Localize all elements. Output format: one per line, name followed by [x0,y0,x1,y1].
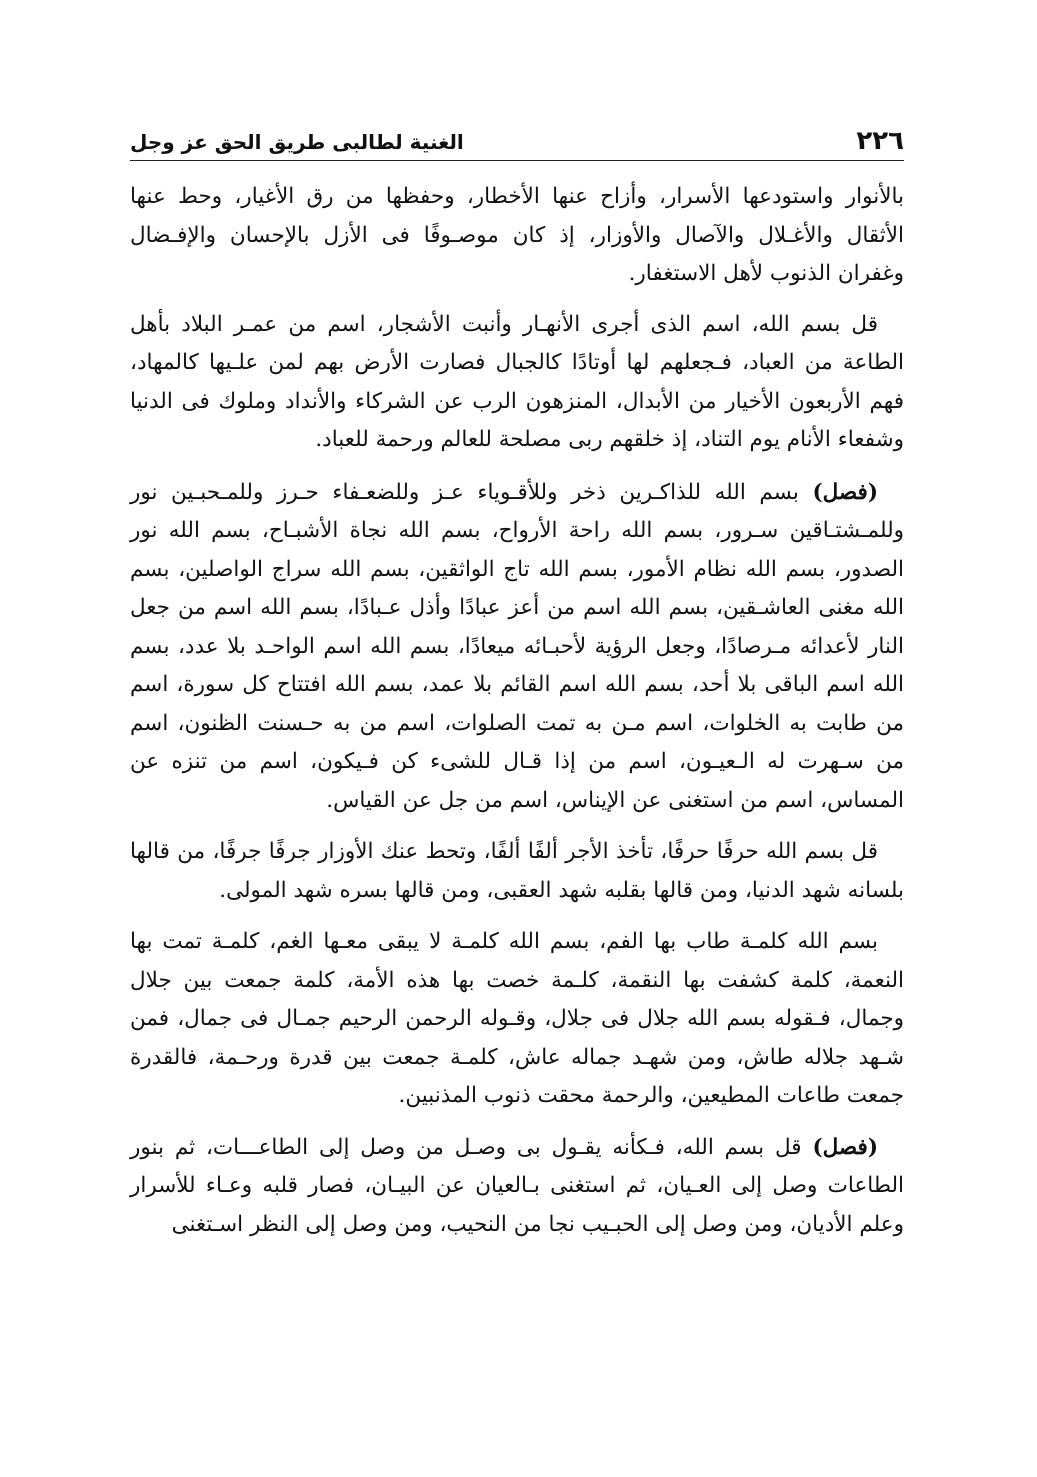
paragraph-word-of-grace [130,923,904,1116]
header-divider [130,160,904,161]
page-number: ٢٢٦ [856,126,904,156]
paragraph-bismillah-rivers [130,306,904,460]
paragraph-text: بسم الله كلمـة طاب بها الفم، بسم الله كلمـة لا يبقى معـها الغم، كلمـة تمت بها النعمة، كلمة كشفت بها النقمة، كلـمة خصت بها هذه الأمة، كلمة جمعت بين جلال وجمال، فـقوله بسم الله جلال فى جلال، وقـوله الرحمن الرحيم جمـال فى جمال، فمن شـهد جلاله طاش، ومن شهـد جماله عاش، كلمـة جمعت بين قدرة ورحـمة، فالقدرة جمعت طاعات المطيعين، والرحمة محقت ذنوب المذنبين. [130,929,904,1108]
section-label: (فصل) [812,1134,878,1160]
section-label: (فصل) [812,479,878,505]
paragraph-fasl-remembrance [130,474,904,821]
paragraph-text: قل بسم الله، فـكأنه يقـول بى وصـل من وصل إلى الطاعـــات، ثم بنور الطاعات وصل إلى العـيان، ثم استغنى بـالعيان عن البيـان، فصار قلبه وعـاء للأسرار وعلم الأديان، ومن وصل إلى الحبـيب نجا من النحيب، ومن وصل إلى النظر اسـتغنى [130,1134,904,1237]
paragraph-fasl-arrival [130,1129,904,1245]
paragraph-text: بسم الله للذاكـرين ذخر وللأقـوياء عـز وللضعـفاء حـرز وللمـحبـين نور وللمـشتـاقين سـرور، بسم الله راحة الأرواح، بسم الله نجاة الأشبـاح، بسم الله نور الصدور، بسم الله نظام الأمور، بسم الله تاج الواثقين، بسم الله سراج الواصلين، بسم الله مغنى العاشـقين، بسم الله اسم من أعز عبادًا وأذل عـبادًا، بسم الله اسم من جعل النار لأعدائه مـرصادًا، وجعل الرؤية لأحبـائه ميعادًا، بسم الله اسم الواحـد بلا عدد، بسم الله اسم الباقى بلا أحد، بسم الله اسم القائم بلا عمد، بسم الله افتتاح كل سورة، اسم من طابت به الخلوات، اسم مـن به تمت الصلوات، اسم من به حـسنت الظنون، اسم من سـهرت له الـعيـون، اسم من إذا قـال للشىء كن فـيكون، اسم من تنزه عن المساس، اسم من استغنى عن الإيناس، اسم من جل عن القياس. [130,479,904,813]
page-body [130,178,904,1257]
paragraph-letter-by-letter [130,833,904,910]
paragraph-continuation [130,178,904,294]
paragraph-text: قل بسم الله حرفًا حرفًا، تأخذ الأجر ألفًا ألفًا، وتحط عنك الأوزار جرفًا جرفًا، من قالها بلسانه شهد الدنيا، ومن قالها بقلبه شهد العقبى، ومن قالها بسره شهد المولى. [130,839,904,903]
paragraph-text: قل بسم الله، اسم الذى أجرى الأنهـار وأنبت الأشجار، اسم من عمـر البلاد بأهل الطاعة من العباد، فـجعلهم لها أوتادًا كالجبال فصارت الأرض بهم لمن علـيها كالمهاد، فهم الأربعون الأخيار من الأبدال، المنزهون الرب عن الشركاء والأنداد وملوك فى الدنيا وشفعاء الأنام يوم التناد، إذ خلقهم ربى مصلحة للعالم ورحمة للعباد. [130,311,904,452]
book-title: الغنية لطالبى طريق الحق عز وجل [130,130,464,154]
running-header [130,122,904,156]
paragraph-text: بالأنوار واستودعها الأسرار، وأزاح عنها الأخطار، وحفظها من رق الأغيار، وحط عنها الأثقال والأغـلال والآصال والأوزار، إذ كان موصـوفًا فى الأزل بالإحسان والإفـضال وغفران الذنوب لأهل الاستغفار. [130,184,904,286]
